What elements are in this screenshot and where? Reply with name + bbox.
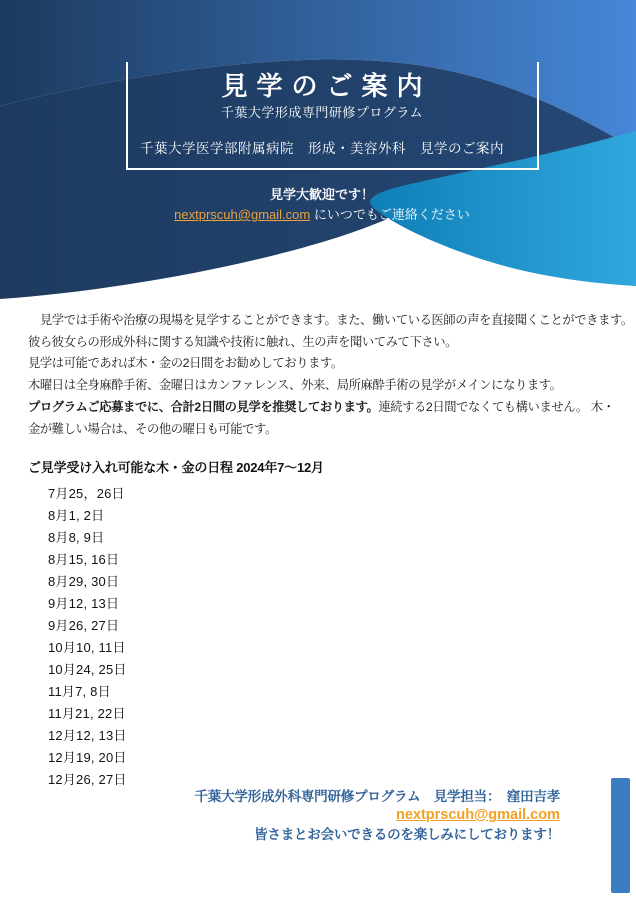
intro-paragraphs	[28, 310, 633, 440]
schedule-date: 9月26, 27日	[48, 618, 120, 633]
hospital-line: 千葉大学医学部附属病院 形成・美容外科 見学のご案内	[140, 141, 504, 156]
schedule-date: 8月15, 16日	[48, 552, 120, 567]
intro-line: 彼ら彼女らの形成外科に関する知識や技術に触れ、生の声を聞いてみて下さい。	[28, 334, 458, 349]
intro-line: 見学では手術や治療の現場を見学することができます。また、働いている医師の声を直接聞くことができます。	[28, 313, 633, 327]
footer-email-link[interactable]: nextprscuh@gmail.com	[395, 807, 560, 823]
schedule-date: 12月26, 27日	[48, 772, 127, 787]
recommendation-rest: 連続する2日間でなくても構いません。 木・金が難しい場合は、その他の曜日も可能です。	[28, 399, 615, 436]
schedule-date: 11月21, 22日	[48, 706, 126, 721]
schedule-date: 8月29, 30日	[48, 574, 120, 589]
schedule-date: 7月25，26日	[48, 486, 125, 501]
schedule-heading: ご見学受け入れ可能な木・金の日程 2024年7～12月	[28, 460, 324, 475]
recommendation-bold: プログラムご応募までに、合計2日間の見学を推奨しております。	[28, 399, 379, 414]
intro-line: 見学は可能であれば木・金の2日間をお勧めしております。	[28, 356, 343, 371]
schedule-date: 10月24, 25日	[48, 662, 127, 677]
page-title: 見学のご案内	[221, 71, 432, 101]
email-link[interactable]: nextprscuh@gmail.com	[174, 207, 311, 222]
schedule-date: 8月1, 2日	[48, 508, 105, 523]
footer-contact	[194, 787, 560, 844]
program-subtitle: 千葉大学形成専門研修プログラム	[220, 105, 424, 120]
side-accent-bar	[611, 778, 630, 893]
recommendation-paragraph	[28, 397, 616, 440]
contact-line	[116, 204, 528, 223]
schedule-date: 12月12, 13日	[48, 728, 127, 743]
schedule-date: 12月19, 20日	[48, 750, 127, 765]
schedule-date: 8月8, 9日	[48, 530, 105, 545]
contact-suffix: にいつでもご連絡ください	[310, 207, 470, 222]
schedule-date: 9月12, 13日	[48, 596, 120, 611]
schedule-list	[48, 483, 127, 791]
header-banner	[0, 0, 636, 312]
schedule-date: 11月7, 8日	[48, 684, 111, 699]
footer-closing-line: 皆さまとお会いできるのを楽しみにしております！	[254, 827, 560, 842]
intro-line: 木曜日は全身麻酔手術、金曜日はカンファレンス、外来、局所麻酔手術の見学がメインになります。	[28, 378, 562, 393]
footer-program-line: 千葉大学形成外科専門研修プログラム 見学担当： 窪田吉孝	[194, 789, 560, 804]
welcome-text: 見学大歓迎です！	[269, 187, 374, 202]
schedule-date: 10月10, 11日	[48, 640, 126, 655]
